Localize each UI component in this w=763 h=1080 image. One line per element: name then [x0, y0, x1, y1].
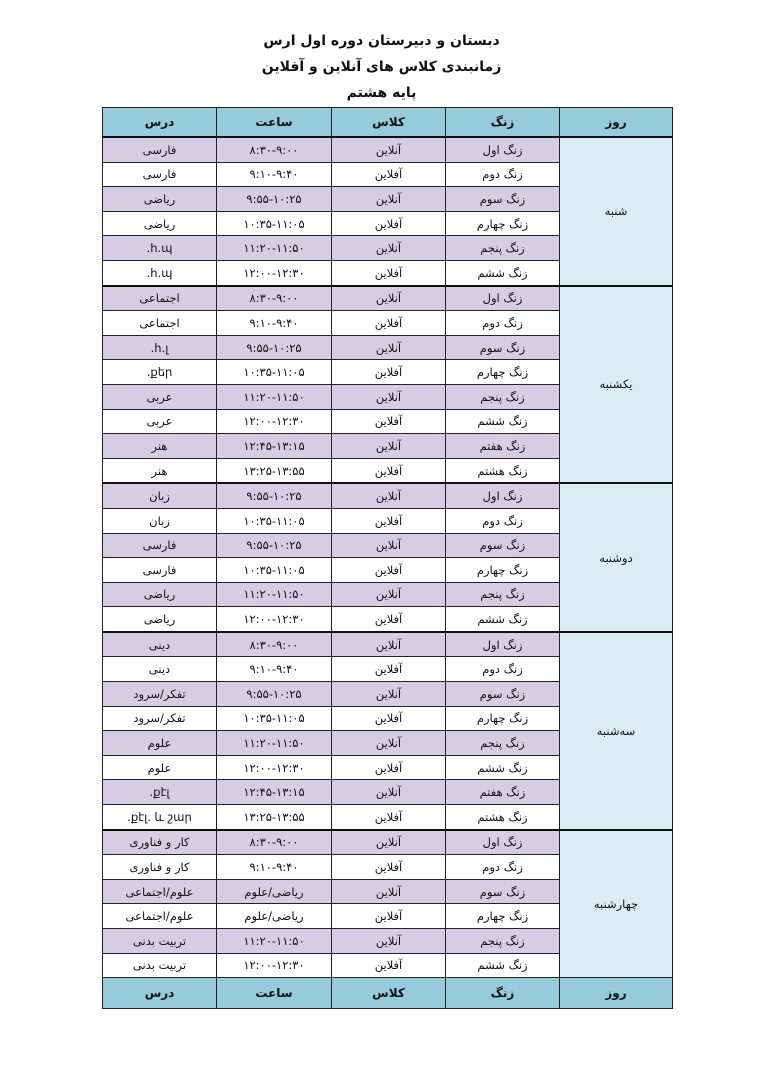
schedule-title: زمانبندی کلاس های آنلاین و آفلاین — [261, 59, 502, 75]
time-cell: ۱۲:۰۰-۱۲:۳۰ — [217, 260, 332, 285]
class-type-cell: آنلاین — [332, 137, 446, 162]
table-row — [103, 830, 673, 855]
time-cell: ۱۲:۰۰-۱۲:۳۰ — [217, 953, 332, 978]
table-row — [103, 286, 673, 311]
bell-cell: زنگ سوم — [446, 682, 560, 707]
class-type-cell: آفلاین — [332, 607, 446, 632]
subject-cell: هنر — [103, 434, 217, 459]
subject-cell: علوم — [103, 731, 217, 756]
bell-cell: زنگ دوم — [446, 311, 560, 336]
subject-cell: تفکر/سرود — [103, 682, 217, 707]
bell-cell: زنگ اول — [446, 137, 560, 162]
class-type-cell: آنلاین — [332, 879, 446, 904]
bell-cell: زنگ چهارم — [446, 904, 560, 929]
subject-cell: علوم/اجتماعی — [103, 904, 217, 929]
document-header — [0, 28, 763, 106]
class-type-cell: آنلاین — [332, 384, 446, 409]
time-cell: ۹:۵۵-۱۰:۲۵ — [217, 483, 332, 508]
header-subject: درس — [103, 108, 217, 138]
bell-cell: زنگ پنجم — [446, 731, 560, 756]
subject-cell: تربیت بدنی — [103, 929, 217, 954]
time-cell: ۹:۱۰-۹:۴۰ — [217, 855, 332, 880]
table-row — [103, 137, 673, 162]
subject-cell: عربی — [103, 384, 217, 409]
time-cell: ۱۲:۰۰-۱۲:۳۰ — [217, 607, 332, 632]
class-type-cell: آنلاین — [332, 632, 446, 657]
footer-day: روز — [560, 978, 673, 1009]
subject-cell: հ.պ. — [103, 236, 217, 261]
class-type-cell: آنلاین — [332, 929, 446, 954]
subject-cell: دینی — [103, 657, 217, 682]
bell-cell: زنگ پنجم — [446, 236, 560, 261]
subject-cell: هنر — [103, 458, 217, 483]
class-type-cell: آفلاین — [332, 855, 446, 880]
time-cell: ۱۰:۳۵-۱۱:۰۵ — [217, 360, 332, 385]
subject-cell: քէլ. — [103, 780, 217, 805]
day-group — [103, 483, 673, 632]
bell-cell: زنگ دوم — [446, 855, 560, 880]
class-type-cell: آفلاین — [332, 755, 446, 780]
day-group — [103, 286, 673, 484]
subject-cell: اجتماعی — [103, 286, 217, 311]
class-type-cell: آنلاین — [332, 286, 446, 311]
class-type-cell: آفلاین — [332, 211, 446, 236]
day-name-cell: چهارشنبه — [560, 830, 673, 978]
subject-cell: քեր. — [103, 360, 217, 385]
time-cell: ۱۱:۲۰-۱۱:۵۰ — [217, 929, 332, 954]
time-cell: ۹:۱۰-۹:۴۰ — [217, 162, 332, 187]
school-name: دبستان و دبیرستان دوره اول ارس — [263, 33, 500, 49]
bell-cell: زنگ ششم — [446, 755, 560, 780]
day-name-cell: سه‌شنبه — [560, 632, 673, 830]
bell-cell: زنگ سوم — [446, 879, 560, 904]
subject-cell: علوم/اجتماعی — [103, 879, 217, 904]
bell-cell: زنگ دوم — [446, 162, 560, 187]
time-cell: ۱۰:۳۵-۱۱:۰۵ — [217, 558, 332, 583]
class-type-cell: آفلاین — [332, 953, 446, 978]
day-name-cell: دوشنبه — [560, 483, 673, 632]
subject-cell: հ.լ. — [103, 335, 217, 360]
time-cell: ۹:۵۵-۱۰:۲۵ — [217, 682, 332, 707]
class-type-cell: آنلاین — [332, 483, 446, 508]
table-footer — [103, 978, 673, 1009]
subject-cell: تفکر/سرود — [103, 706, 217, 731]
footer-row — [103, 978, 673, 1009]
bell-cell: زنگ دوم — [446, 508, 560, 533]
class-type-cell: آفلاین — [332, 558, 446, 583]
class-type-cell: آفلاین — [332, 360, 446, 385]
bell-cell: زنگ اول — [446, 286, 560, 311]
subject-cell: հ.պ. — [103, 260, 217, 285]
time-cell: ۸:۳۰-۹:۰۰ — [217, 137, 332, 162]
header-bell: زنگ — [446, 108, 560, 138]
subject-cell: علوم — [103, 755, 217, 780]
time-cell: ۱۰:۳۵-۱۱:۰۵ — [217, 508, 332, 533]
class-type-cell: آفلاین — [332, 458, 446, 483]
time-cell: ریاضی/علوم — [217, 904, 332, 929]
class-type-cell: آنلاین — [332, 533, 446, 558]
subject-cell: اجتماعی — [103, 311, 217, 336]
time-cell: ۱۲:۰۰-۱۲:۳۰ — [217, 409, 332, 434]
subject-cell: քէլ. և շար. — [103, 805, 217, 830]
time-cell: ۹:۵۵-۱۰:۲۵ — [217, 533, 332, 558]
time-cell: ۱۳:۲۵-۱۳:۵۵ — [217, 805, 332, 830]
bell-cell: زنگ چهارم — [446, 706, 560, 731]
class-type-cell: آفلاین — [332, 409, 446, 434]
time-cell: ۱۳:۲۵-۱۳:۵۵ — [217, 458, 332, 483]
class-type-cell: آنلاین — [332, 731, 446, 756]
subject-cell: زبان — [103, 483, 217, 508]
day-name-cell: شنبه — [560, 137, 673, 286]
bell-cell: زنگ هفتم — [446, 434, 560, 459]
bell-cell: زنگ ششم — [446, 607, 560, 632]
bell-cell: زنگ سوم — [446, 187, 560, 212]
bell-cell: زنگ اول — [446, 632, 560, 657]
class-type-cell: آفلاین — [332, 311, 446, 336]
grade-label: پایه هشتم — [346, 85, 417, 101]
table-row — [103, 632, 673, 657]
subject-cell: فارسی — [103, 162, 217, 187]
class-type-cell: آنلاین — [332, 335, 446, 360]
subject-cell: عربی — [103, 409, 217, 434]
bell-cell: زنگ اول — [446, 830, 560, 855]
bell-cell: زنگ هشتم — [446, 458, 560, 483]
class-type-cell: آنلاین — [332, 582, 446, 607]
class-type-cell: آفلاین — [332, 805, 446, 830]
bell-cell: زنگ ششم — [446, 260, 560, 285]
footer-type: کلاس — [332, 978, 446, 1009]
time-cell: ۹:۱۰-۹:۴۰ — [217, 311, 332, 336]
day-name-cell: یکشنبه — [560, 286, 673, 484]
footer-bell: زنگ — [446, 978, 560, 1009]
class-type-cell: آفلاین — [332, 260, 446, 285]
subject-cell: فارسی — [103, 137, 217, 162]
header-row — [103, 108, 673, 138]
header-time: ساعت — [217, 108, 332, 138]
bell-cell: زنگ پنجم — [446, 929, 560, 954]
footer-subject: درس — [103, 978, 217, 1009]
subject-cell: زبان — [103, 508, 217, 533]
class-type-cell: آفلاین — [332, 706, 446, 731]
time-cell: ۸:۳۰-۹:۰۰ — [217, 286, 332, 311]
subject-cell: ریاضی — [103, 607, 217, 632]
bell-cell: زنگ پنجم — [446, 384, 560, 409]
time-cell: ۹:۱۰-۹:۴۰ — [217, 657, 332, 682]
time-cell: ۹:۵۵-۱۰:۲۵ — [217, 335, 332, 360]
class-type-cell: آفلاین — [332, 162, 446, 187]
time-cell: ریاضی/علوم — [217, 879, 332, 904]
subject-cell: ریاضی — [103, 582, 217, 607]
time-cell: ۱۲:۴۵-۱۳:۱۵ — [217, 780, 332, 805]
subject-cell: کار و فناوری — [103, 855, 217, 880]
time-cell: ۹:۵۵-۱۰:۲۵ — [217, 187, 332, 212]
day-group — [103, 137, 673, 286]
class-type-cell: آنلاین — [332, 830, 446, 855]
time-cell: ۱۱:۲۰-۱۱:۵۰ — [217, 384, 332, 409]
time-cell: ۱۲:۴۵-۱۳:۱۵ — [217, 434, 332, 459]
bell-cell: زنگ اول — [446, 483, 560, 508]
bell-cell: زنگ سوم — [446, 533, 560, 558]
bell-cell: زنگ چهارم — [446, 360, 560, 385]
time-cell: ۸:۳۰-۹:۰۰ — [217, 632, 332, 657]
time-cell: ۱۰:۳۵-۱۱:۰۵ — [217, 211, 332, 236]
subject-cell: تربیت بدنی — [103, 953, 217, 978]
bell-cell: زنگ هشتم — [446, 805, 560, 830]
class-type-cell: آنلاین — [332, 187, 446, 212]
time-cell: ۱۱:۲۰-۱۱:۵۰ — [217, 731, 332, 756]
table-row — [103, 483, 673, 508]
bell-cell: زنگ هفتم — [446, 780, 560, 805]
bell-cell: زنگ پنجم — [446, 582, 560, 607]
bell-cell: زنگ ششم — [446, 953, 560, 978]
time-cell: ۱۱:۲۰-۱۱:۵۰ — [217, 236, 332, 261]
bell-cell: زنگ چهارم — [446, 211, 560, 236]
subject-cell: دینی — [103, 632, 217, 657]
class-type-cell: آنلاین — [332, 236, 446, 261]
subject-cell: فارسی — [103, 558, 217, 583]
table-header — [103, 108, 673, 138]
class-type-cell: آنلاین — [332, 434, 446, 459]
subject-cell: ریاضی — [103, 187, 217, 212]
class-type-cell: آفلاین — [332, 657, 446, 682]
time-cell: ۱۲:۰۰-۱۲:۳۰ — [217, 755, 332, 780]
bell-cell: زنگ دوم — [446, 657, 560, 682]
bell-cell: زنگ سوم — [446, 335, 560, 360]
class-type-cell: آنلاین — [332, 780, 446, 805]
time-cell: ۸:۳۰-۹:۰۰ — [217, 830, 332, 855]
subject-cell: کار و فناوری — [103, 830, 217, 855]
time-cell: ۱۱:۲۰-۱۱:۵۰ — [217, 582, 332, 607]
subject-cell: ریاضی — [103, 211, 217, 236]
schedule-table — [102, 107, 673, 1009]
header-day: روز — [560, 108, 673, 138]
bell-cell: زنگ ششم — [446, 409, 560, 434]
class-type-cell: آفلاین — [332, 508, 446, 533]
class-type-cell: آفلاین — [332, 904, 446, 929]
day-group — [103, 830, 673, 978]
time-cell: ۱۰:۳۵-۱۱:۰۵ — [217, 706, 332, 731]
day-group — [103, 632, 673, 830]
class-type-cell: آنلاین — [332, 682, 446, 707]
footer-time: ساعت — [217, 978, 332, 1009]
subject-cell: فارسی — [103, 533, 217, 558]
header-type: کلاس — [332, 108, 446, 138]
bell-cell: زنگ چهارم — [446, 558, 560, 583]
